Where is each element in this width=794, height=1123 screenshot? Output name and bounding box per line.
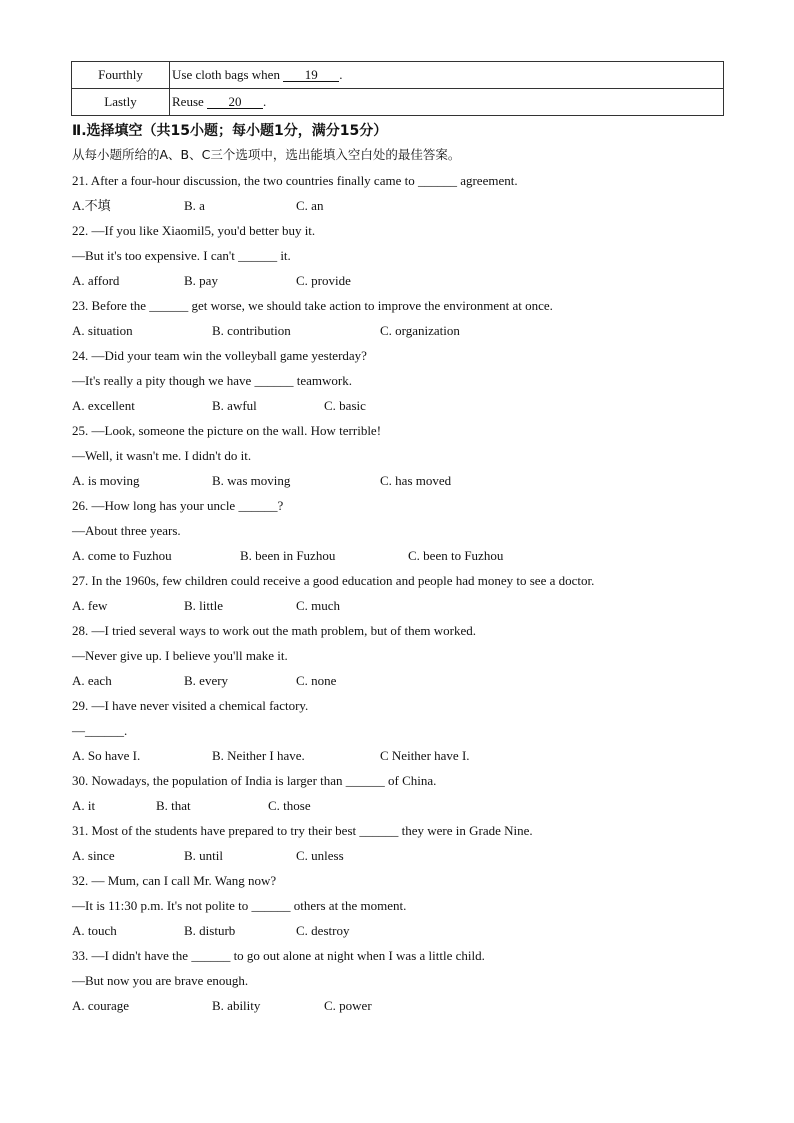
question-30-options: [72, 793, 752, 818]
option-c: C. organization: [380, 323, 460, 338]
question-33-stem: 33. —I didn't have the ______ to go out alone at night when I was a little child.: [72, 948, 485, 963]
option-b: B. awful: [212, 398, 257, 413]
question-31-options: [72, 843, 752, 868]
blank-19: 19: [283, 68, 339, 82]
question-28-stem-reply: —Never give up. I believe you'll make it.: [72, 648, 288, 663]
option-a: A. situation: [72, 323, 133, 338]
question-22-options: [72, 268, 752, 293]
option-b: B. little: [184, 598, 223, 613]
option-a: A. come to Fuzhou: [72, 548, 172, 563]
row-content: [170, 62, 724, 89]
question-29-stem: 29. —I have never visited a chemical factory.: [72, 698, 309, 713]
option-a: A. since: [72, 848, 115, 863]
question-21-options: [72, 193, 752, 218]
option-a: A. touch: [72, 923, 117, 938]
option-b: B. ability: [212, 998, 261, 1013]
question-26-options: [72, 543, 752, 568]
question-31-stem: 31. Most of the students have prepared to try their best ______ they were in Grade Nine.: [72, 823, 533, 838]
option-c: C Neither have I.: [380, 748, 470, 763]
question-26-stem: 26. —How long has your uncle ______?: [72, 498, 284, 513]
question-24-stem-reply: —It's really a pity though we have ______ teamwork.: [72, 373, 352, 388]
option-a: A. it: [72, 798, 96, 813]
option-b: B. been in Fuzhou: [240, 548, 336, 563]
question-29-options: [72, 743, 752, 768]
option-c: C. been to Fuzhou: [408, 548, 504, 563]
question-32-stem: 32. — Mum, can I call Mr. Wang now?: [72, 873, 277, 888]
section-title: Ⅱ.选择填空（共15小题；每小题1分，满分15分）: [72, 123, 388, 139]
option-c: C. unless: [296, 848, 344, 863]
row-label: Fourthly: [72, 62, 170, 89]
question-24-stem: 24. —Did your team win the volleyball game yesterday?: [72, 348, 367, 363]
option-b: B. pay: [184, 273, 218, 288]
question-23-stem: 23. Before the ______ get worse, we should take action to improve the environment at once.: [72, 298, 553, 313]
row-label: Lastly: [72, 89, 170, 116]
option-b: B. every: [184, 673, 229, 688]
question-22-stem-reply: —But it's too expensive. I can't ______ it.: [72, 248, 291, 263]
option-c: C. none: [296, 673, 337, 688]
option-c: C. those: [268, 798, 311, 813]
option-a: A. afford: [72, 273, 120, 288]
question-list: [72, 168, 752, 1018]
question-27-options: [72, 593, 752, 618]
table-row: [72, 89, 724, 116]
question-33-options: [72, 993, 752, 1018]
question-32-options: [72, 918, 752, 943]
question-22-stem: 22. —If you like Xiaomil5, you'd better buy it.: [72, 223, 316, 238]
option-b: B. Neither I have.: [212, 748, 305, 763]
option-a: A. few: [72, 598, 108, 613]
question-26-stem-reply: —About three years.: [72, 523, 181, 538]
row-text-after: .: [339, 67, 343, 82]
option-b: B. was moving: [212, 473, 291, 488]
section-instruction: 从每小题所给的A、B、C三个选项中，选出能填入空白处的最佳答案。: [72, 147, 461, 162]
option-c: C. destroy: [296, 923, 350, 938]
question-21-stem: 21. After a four-hour discussion, the two countries finally came to ______ agreement.: [72, 173, 518, 188]
option-c: C. provide: [296, 273, 351, 288]
option-b: B. that: [156, 798, 191, 813]
question-33-stem-reply: —But now you are brave enough.: [72, 973, 249, 988]
question-25-options: [72, 468, 752, 493]
question-25-stem: 25. —Look, someone the picture on the wall. How terrible!: [72, 423, 382, 438]
option-a: A. is moving: [72, 473, 140, 488]
option-b: B. a: [184, 198, 205, 213]
question-29-stem-reply: —______.: [72, 723, 128, 738]
option-a: A. excellent: [72, 398, 135, 413]
answer-table: [71, 61, 724, 116]
question-23-options: [72, 318, 752, 343]
option-a: A. each: [72, 673, 112, 688]
row-content: [170, 89, 724, 116]
row-text-before: Reuse: [172, 94, 208, 109]
row-text-after: .: [263, 94, 267, 109]
option-c: C. has moved: [380, 473, 452, 488]
option-a: A. courage: [72, 998, 130, 1013]
question-25-stem-reply: —Well, it wasn't me. I didn't do it.: [72, 448, 252, 463]
option-c: C. an: [296, 198, 324, 213]
question-28-stem: 28. —I tried several ways to work out the math problem, but of them worked.: [72, 623, 476, 638]
option-b: B. disturb: [184, 923, 236, 938]
option-b: B. contribution: [212, 323, 291, 338]
question-28-options: [72, 668, 752, 693]
blank-20: 20: [207, 95, 263, 109]
option-a: A.不填: [72, 198, 111, 213]
option-c: C. much: [296, 598, 341, 613]
option-c: C. power: [324, 998, 372, 1013]
option-b: B. until: [184, 848, 224, 863]
option-a: A. So have I.: [72, 748, 141, 763]
option-c: C. basic: [324, 398, 366, 413]
table-row: [72, 62, 724, 89]
question-30-stem: 30. Nowadays, the population of India is larger than ______ of China.: [72, 773, 437, 788]
row-text-before: Use cloth bags when: [172, 67, 284, 82]
question-27-stem: 27. In the 1960s, few children could receive a good education and people had money to see a doctor.: [72, 573, 595, 588]
question-32-stem-reply: —It is 11:30 p.m. It's not polite to ______ others at the moment.: [72, 898, 407, 913]
question-24-options: [72, 393, 752, 418]
